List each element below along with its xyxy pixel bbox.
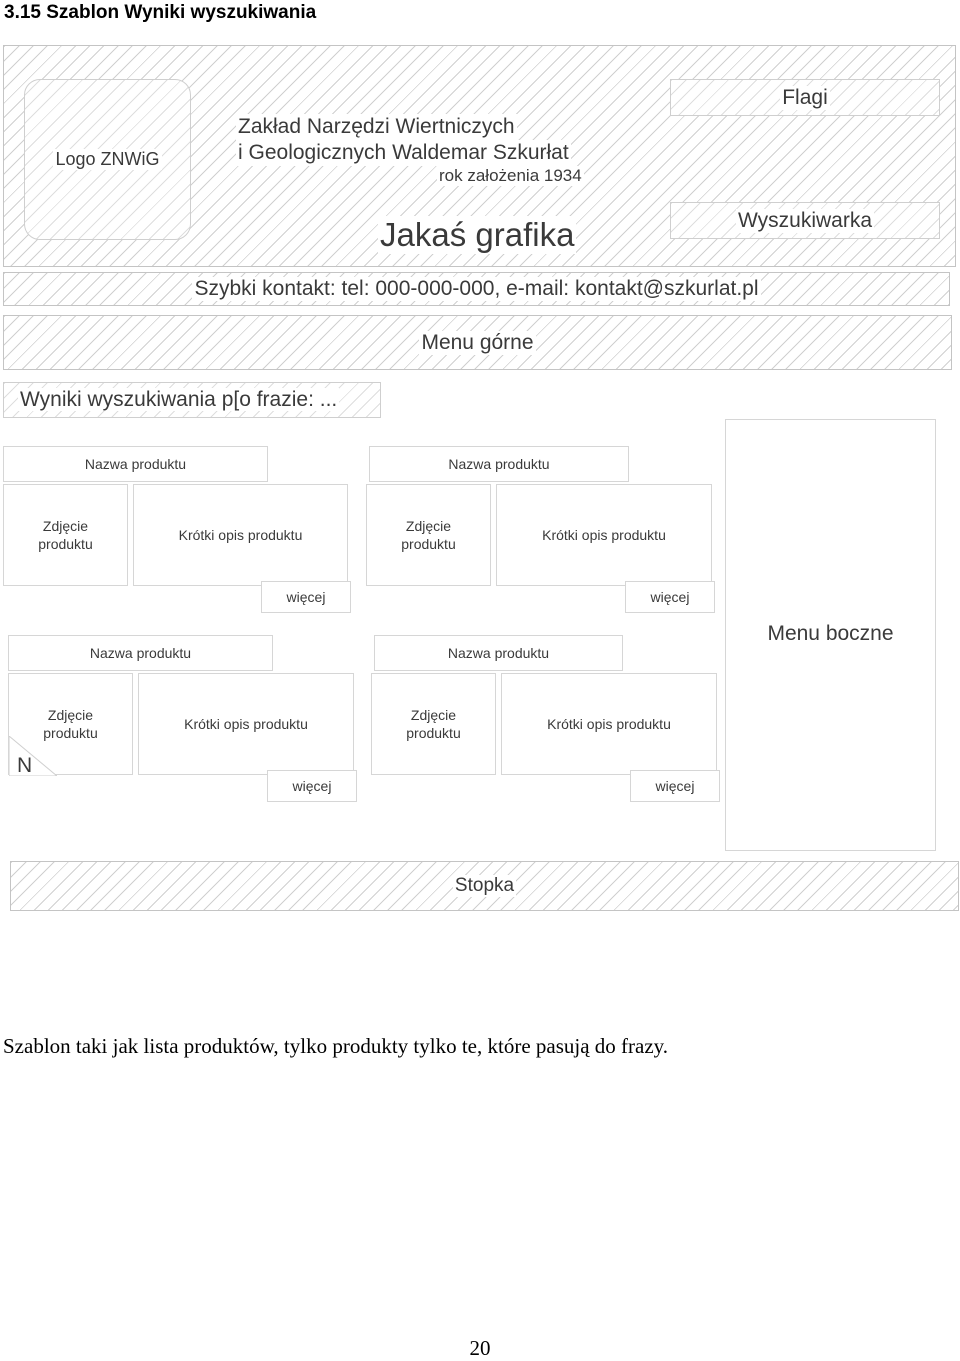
side-menu-label: Menu boczne [767, 622, 894, 645]
logo[interactable] [24, 79, 191, 240]
product-name[interactable] [374, 635, 623, 671]
more-button[interactable] [625, 581, 715, 613]
product-description-label: Krótki opis produktu [547, 716, 671, 732]
more-button-label: więcej [655, 778, 695, 794]
header-graphic: Jakaś grafika [380, 216, 575, 253]
product-name[interactable] [369, 446, 629, 482]
more-button[interactable] [267, 770, 357, 802]
product-photo[interactable] [3, 484, 128, 586]
product-name-label: Nazwa produktu [447, 645, 550, 661]
product-description-label: Krótki opis produktu [178, 527, 303, 543]
product-name[interactable] [8, 635, 273, 671]
product-name-label: Nazwa produktu [448, 456, 550, 472]
product-photo-label: Zdjęcie produktu [38, 518, 93, 552]
product-name-label: Nazwa produktu [84, 456, 187, 472]
flags-label: Flagi [782, 85, 828, 109]
product-photo[interactable] [371, 673, 496, 775]
product-description [501, 673, 717, 775]
template-description: Szablon taki jak lista produktów, tylko produkty tylko te, które pasują do frazy. [3, 1034, 669, 1058]
product-name-label: Nazwa produktu [89, 645, 192, 661]
product-description [138, 673, 354, 775]
search-box[interactable] [670, 202, 940, 239]
more-button-label: więcej [650, 589, 690, 605]
doc-heading: 3.15 Szablon Wyniki wyszukiwania [4, 2, 317, 23]
corner-letter: N [17, 754, 33, 777]
page-number: 20 [469, 1336, 491, 1360]
results-heading: Wyniki wyszukiwania p[o frazie: ... [20, 388, 338, 411]
product-photo-label: Zdjęcie produktu [401, 518, 456, 552]
company-line-1: Zakład Narzędzi Wiertniczych [238, 115, 515, 138]
logo-label: Logo ZNWiG [55, 149, 160, 169]
more-button-label: więcej [292, 778, 332, 794]
footer [10, 861, 959, 911]
product-name[interactable] [3, 446, 268, 482]
company-line-2: i Geologicznych Waldemar Szkurłat [238, 141, 569, 164]
more-button[interactable] [261, 581, 351, 613]
flags-area[interactable] [670, 79, 940, 116]
search-label: Wyszukiwarka [738, 208, 872, 232]
product-photo[interactable] [366, 484, 491, 586]
top-menu-label: Menu górne [421, 330, 534, 354]
top-menu[interactable] [3, 315, 952, 370]
product-description [133, 484, 348, 586]
more-button-label: więcej [286, 589, 326, 605]
product-description-label: Krótki opis produktu [542, 527, 666, 543]
founded-text: rok założenia 1934 [439, 166, 582, 185]
product-description [496, 484, 712, 586]
more-button[interactable] [630, 770, 720, 802]
product-description-label: Krótki opis produktu [184, 716, 308, 732]
product-photo-label: Zdjęcie produktu [406, 707, 461, 741]
footer-label: Stopka [454, 875, 515, 896]
results-heading-bar [3, 382, 381, 418]
quick-contact-text: Szybki kontakt: tel: 000-000-000, e-mail: kontakt@szkurlat.pl [194, 277, 759, 300]
product-photo-label: Zdjęcie produktu [43, 707, 98, 741]
quick-contact-bar [3, 272, 950, 306]
company-name [236, 114, 571, 166]
